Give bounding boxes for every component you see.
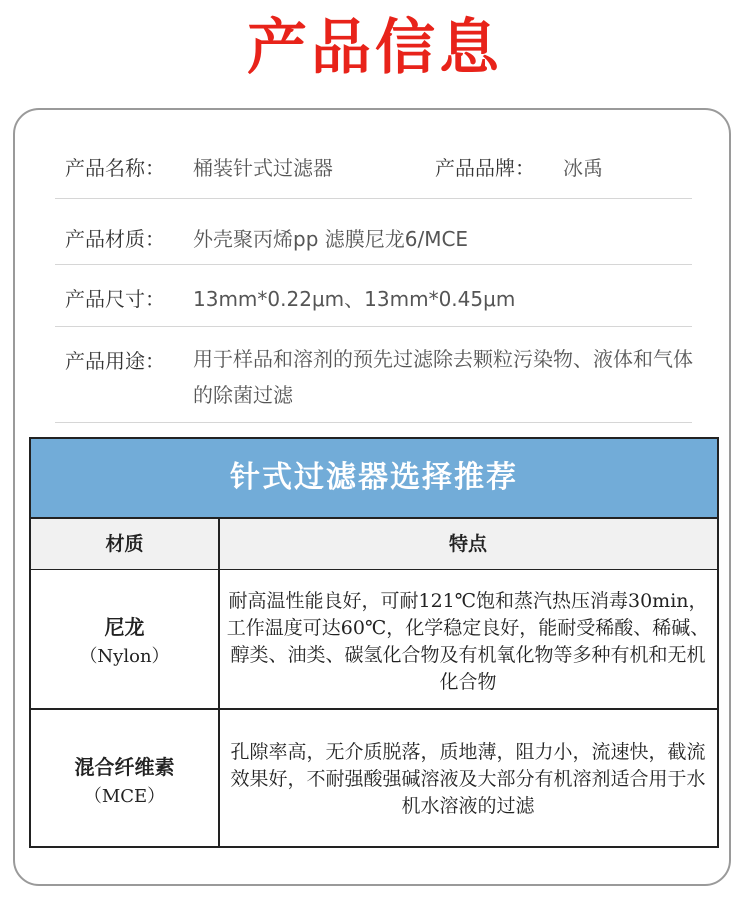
table-row-feature: 耐高温性能良好，可耐121℃饱和蒸汽热压消毒30min，工作温度可达60℃，化学稳定良好，能耐受稀酸、稀碱、醇类、油类、碳氢化合物及有机氧化物等多种有机和无机化合物 [226,590,710,693]
usage-value: 用于样品和溶剂的预先过滤除去颗粒污染物、液体和气体的除菌过滤 [193,347,693,407]
page-title: 产品信息 [247,13,503,83]
table-title: 针式过滤器选择推荐 [31,439,717,519]
size-value: 13mm*0.22μm、13mm*0.45μm [193,287,516,311]
material-name: 尼龙 [104,615,145,639]
name-label: 产品名称： [65,156,165,180]
brand-value: 冰禹 [563,156,603,180]
material-code: （MCE） [83,786,166,807]
usage-label: 产品用途： [65,349,165,373]
name-value: 桶装针式过滤器 [193,156,333,180]
material-code: （Nylon） [79,646,170,667]
column-divider [218,519,220,846]
table-row-feature: 孔隙率高，无介质脱落，质地薄，阻力小，流速快，截流效果好，不耐强酸强碱溶液及大部分有机溶剂适合用于水机水溶液的过滤 [230,741,706,817]
info-row-size [55,283,692,327]
material-label: 产品材质： [65,227,165,251]
info-row-usage [55,341,692,423]
column-header-material: 材质 [31,519,218,570]
recommendation-table [29,437,719,848]
info-row-material [55,223,692,265]
material-value: 外壳聚丙烯pp 滤膜尼龙6/MCE [193,227,469,251]
size-label: 产品尺寸： [65,287,165,311]
brand-label: 产品品牌： [435,156,535,180]
material-name: 混合纤维素 [74,755,175,779]
column-header-feature: 特点 [219,519,717,570]
table-row-material [31,752,218,812]
info-row-name-brand [55,152,692,199]
table-row-material [31,612,218,672]
row-divider [31,708,717,710]
